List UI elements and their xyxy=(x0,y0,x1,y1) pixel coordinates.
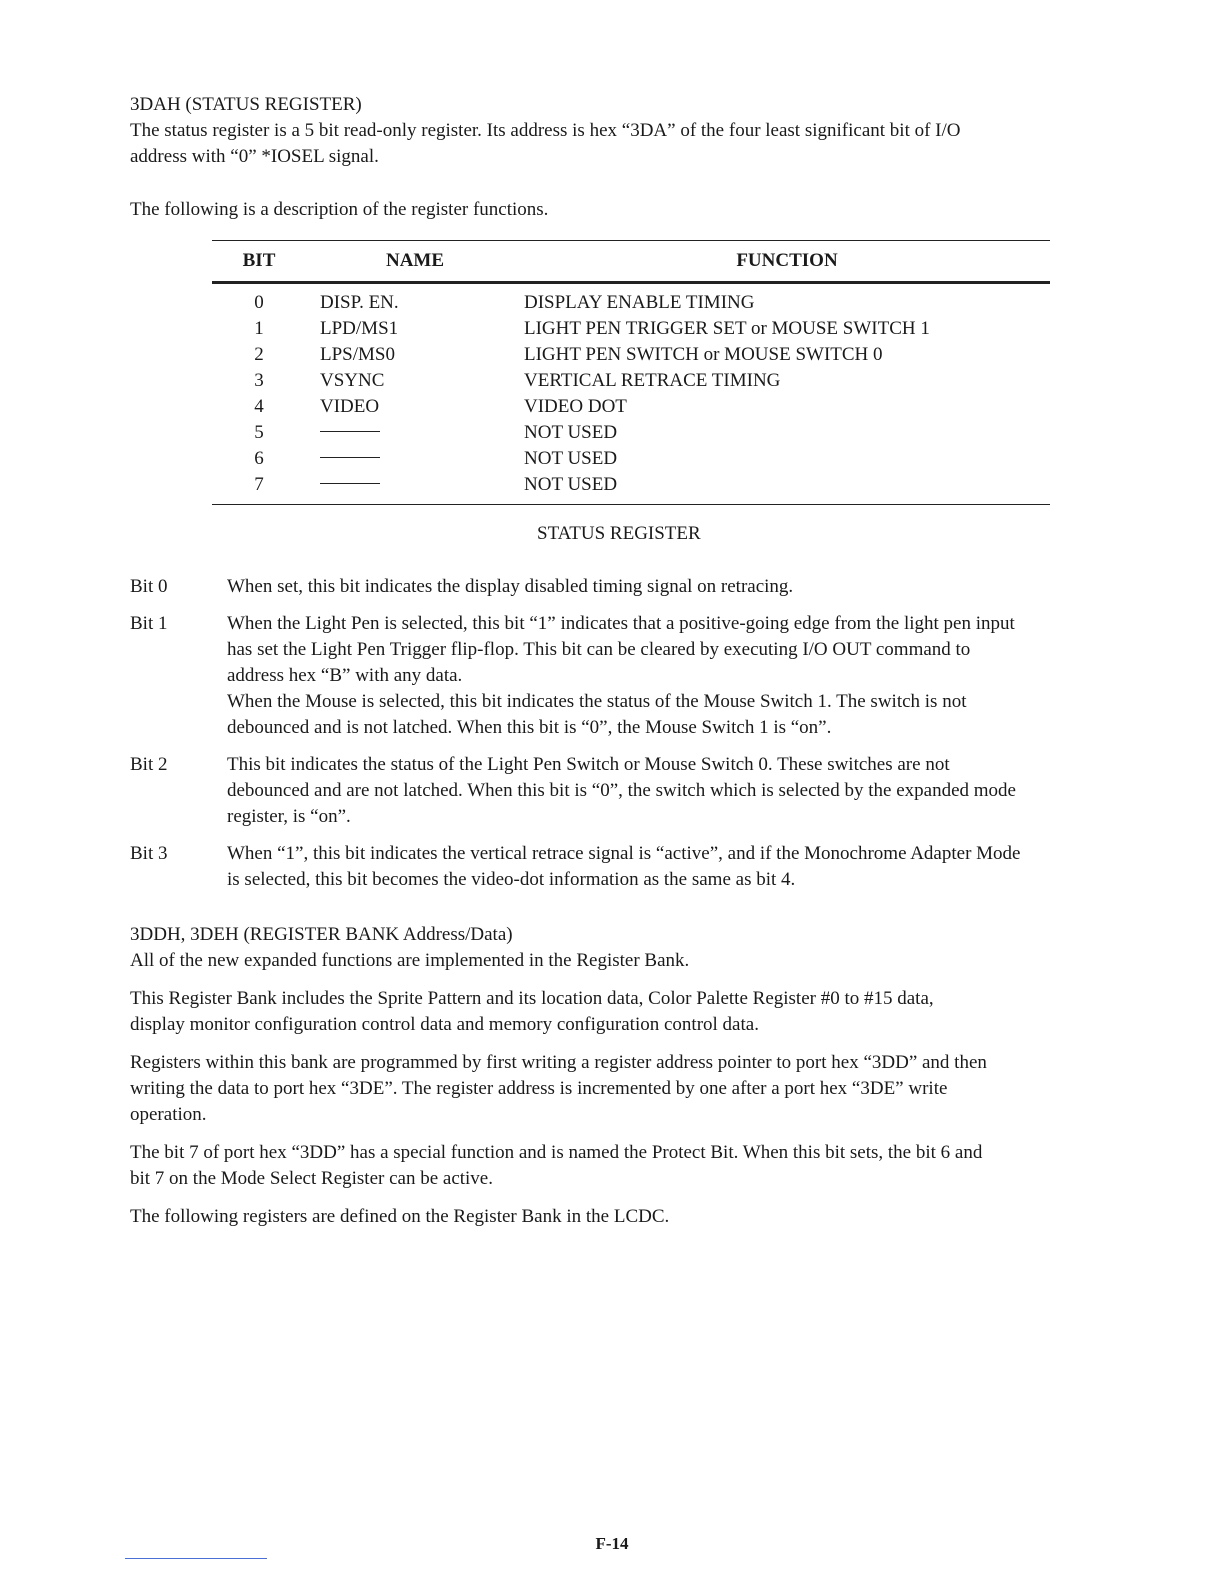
bit-description-row xyxy=(130,574,1140,600)
description-line: address hex “B” with any data. xyxy=(227,665,463,686)
bit-description xyxy=(227,574,1140,600)
footer-rule xyxy=(125,1558,267,1559)
description-line: has set the Light Pen Trigger flip-flop. This bit can be cleared by executing I/O OUT command to xyxy=(227,639,971,660)
cell-bit: 4 xyxy=(254,396,264,417)
bit-description-row xyxy=(130,611,1140,741)
cell-name-unused xyxy=(306,446,524,472)
cell-function: VIDEO DOT xyxy=(524,396,627,417)
paragraph-line: All of the new expanded functions are implemented in the Register Bank. xyxy=(130,950,690,971)
description-line: When “1”, this bit indicates the vertical retrace signal is “active”, and if the Monochrome Adapter Mode xyxy=(227,843,1021,864)
dash-mark xyxy=(320,483,380,484)
cell-name: VIDEO xyxy=(320,396,380,417)
description-line: register, is “on”. xyxy=(227,806,351,827)
paragraph-line: Registers within this bank are programmed by first writing a register address pointer to port hex “3DD” and then xyxy=(130,1052,987,1073)
table-row xyxy=(212,472,1050,504)
table-row xyxy=(212,420,1050,446)
table-row xyxy=(212,446,1050,472)
register-bank-section xyxy=(130,922,1120,1242)
description-line: debounced and is not latched. When this bit is “0”, the Mouse Switch 1 is “on”. xyxy=(227,717,832,738)
description-line: This bit indicates the status of the Light Pen Switch or Mouse Switch 0. These switches are not xyxy=(227,754,950,775)
cell-name: LPD/MS1 xyxy=(320,318,399,339)
table-row xyxy=(212,316,1050,342)
bit-label: Bit 3 xyxy=(130,843,168,864)
status-register-table xyxy=(212,240,1050,505)
table-row xyxy=(212,394,1050,420)
paragraph-line: address with “0” *IOSEL signal. xyxy=(130,146,379,167)
bit-label: Bit 1 xyxy=(130,613,168,634)
cell-name: DISP. EN. xyxy=(320,292,399,313)
cell-name-unused xyxy=(306,472,524,504)
cell-function: VERTICAL RETRACE TIMING xyxy=(524,370,781,391)
cell-function: NOT USED xyxy=(524,448,618,469)
description-line: When set, this bit indicates the display disabled timing signal on retracing. xyxy=(227,576,794,597)
table-intro xyxy=(130,197,1100,223)
cell-bit: 1 xyxy=(254,318,264,339)
register-table xyxy=(212,241,1050,504)
bit-description xyxy=(227,611,1140,741)
description-line: is selected, this bit becomes the video-dot information as the same as bit 4. xyxy=(227,869,796,890)
bit-descriptions xyxy=(130,574,1140,904)
cell-function: LIGHT PEN TRIGGER SET or MOUSE SWITCH 1 xyxy=(524,318,930,339)
paragraph xyxy=(130,1050,1120,1128)
section-heading-status-register: 3DAH (STATUS REGISTER) xyxy=(130,94,362,115)
cell-name-unused xyxy=(306,420,524,446)
description-line: debounced and are not latched. When this bit is “0”, the switch which is selected by the expanded mode xyxy=(227,780,1016,801)
paragraph xyxy=(130,948,1120,974)
paragraph xyxy=(130,1140,1120,1192)
table-row xyxy=(212,284,1050,316)
paragraph xyxy=(130,986,1120,1038)
cell-bit: 6 xyxy=(254,448,264,469)
cell-function: LIGHT PEN SWITCH or MOUSE SWITCH 0 xyxy=(524,344,883,365)
table-caption: STATUS REGISTER xyxy=(537,523,701,544)
cell-bit: 5 xyxy=(254,422,264,443)
cell-bit: 3 xyxy=(254,370,264,391)
table-row xyxy=(212,342,1050,368)
cell-bit: 2 xyxy=(254,344,264,365)
bit-description-row xyxy=(130,752,1140,830)
paragraph-line: operation. xyxy=(130,1104,207,1125)
paragraph-line: This Register Bank includes the Sprite Pattern and its location data, Color Palette Register #0 to #15 data, xyxy=(130,988,934,1009)
bit-description xyxy=(227,752,1140,830)
paragraph-line: bit 7 on the Mode Select Register can be active. xyxy=(130,1168,493,1189)
description-line: When the Mouse is selected, this bit indicates the status of the Mouse Switch 1. The switch is not xyxy=(227,691,967,712)
paragraph-line: The following registers are defined on the Register Bank in the LCDC. xyxy=(130,1206,670,1227)
cell-name: VSYNC xyxy=(320,370,385,391)
header-bit: BIT xyxy=(242,250,276,271)
header-function: FUNCTION xyxy=(736,250,838,271)
status-register-section xyxy=(130,92,1100,170)
paragraph-line: display monitor configuration control data and memory configuration control data. xyxy=(130,1014,759,1035)
bit-description xyxy=(227,841,1140,893)
description-line: When the Light Pen is selected, this bit “1” indicates that a positive-going edge from the light pen input xyxy=(227,613,1015,634)
dash-mark xyxy=(320,457,380,458)
paragraph xyxy=(130,1204,1120,1230)
cell-bit: 0 xyxy=(254,292,264,313)
header-name: NAME xyxy=(385,250,445,271)
intro-text: The following is a description of the register functions. xyxy=(130,199,549,220)
cell-function: NOT USED xyxy=(524,422,618,443)
paragraph-line: writing the data to port hex “3DE”. The register address is incremented by one after a port hex “3DE” write xyxy=(130,1078,948,1099)
cell-bit: 7 xyxy=(254,474,264,495)
section-heading-register-bank: 3DDH, 3DEH (REGISTER BANK Address/Data) xyxy=(130,924,513,945)
page-number: F-14 xyxy=(595,1534,629,1553)
cell-name: LPS/MS0 xyxy=(320,344,395,365)
table-bottom-rule xyxy=(212,504,1050,505)
paragraph-line: The bit 7 of port hex “3DD” has a special function and is named the Protect Bit. When this bit sets, the bit 6 and xyxy=(130,1142,983,1163)
cell-function: DISPLAY ENABLE TIMING xyxy=(524,292,755,313)
table-header-row xyxy=(212,241,1050,281)
bit-label: Bit 0 xyxy=(130,576,168,597)
table-row xyxy=(212,368,1050,394)
cell-function: NOT USED xyxy=(524,474,618,495)
dash-mark xyxy=(320,431,380,432)
bit-label: Bit 2 xyxy=(130,754,168,775)
paragraph-line: The status register is a 5 bit read-only register. Its address is hex “3DA” of the four least significant bit of I/O xyxy=(130,120,961,141)
bit-description-row xyxy=(130,841,1140,893)
